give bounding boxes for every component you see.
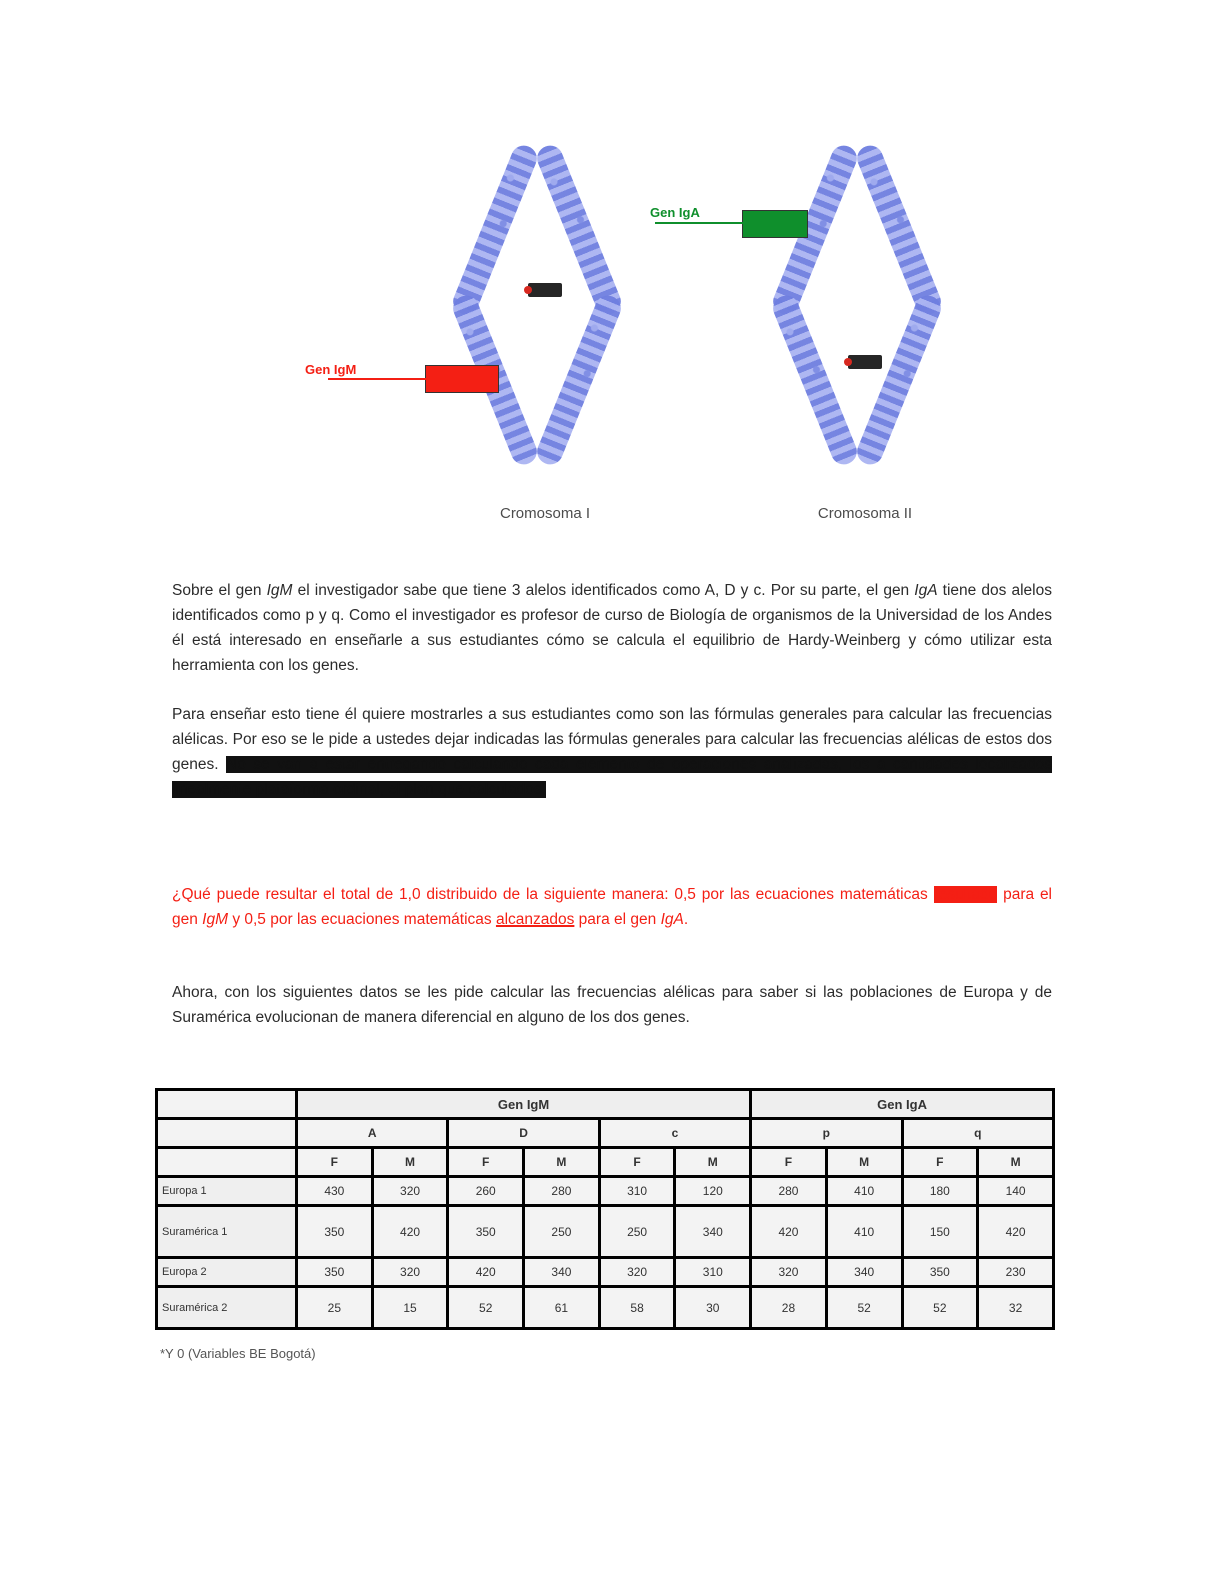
sex-header: M — [372, 1148, 448, 1177]
table-cell: 180 — [902, 1177, 978, 1206]
allele-header-a: A — [297, 1119, 448, 1148]
table-row — [157, 1258, 1054, 1287]
table-row — [157, 1287, 1054, 1329]
sex-header: F — [902, 1148, 978, 1177]
sex-header: F — [751, 1148, 827, 1177]
allele-frequency-table — [155, 1088, 1055, 1330]
table-cell: 320 — [751, 1258, 827, 1287]
chromosome-arm — [533, 292, 625, 469]
table-cell: 28 — [751, 1287, 827, 1329]
table-cell: 52 — [448, 1287, 524, 1329]
gene-name-italic: IgM — [202, 911, 229, 929]
table-cell: 250 — [524, 1206, 600, 1258]
p3-struck-word: resultado — [933, 886, 998, 903]
sex-header: M — [978, 1148, 1054, 1177]
chromosome-figure — [150, 120, 1080, 550]
p3-segment-4: para el gen — [574, 911, 661, 929]
row-label: Europa 1 — [157, 1177, 297, 1206]
redacted-text: No se van a estar entregando calculando cada elemento de operaciones analizadas, los a cantidades localizados linealmente plataforma ordinal, el plan que calculados. — [172, 756, 1052, 799]
table-cell: 52 — [902, 1287, 978, 1329]
allele-header-c: c — [599, 1119, 750, 1148]
table-cell: 310 — [599, 1177, 675, 1206]
table-cell: 320 — [599, 1258, 675, 1287]
gene-name-italic: IgA — [660, 911, 684, 929]
table-cell: 25 — [297, 1287, 373, 1329]
gene-label-iga: Gen IgA — [650, 205, 700, 220]
allele-header-p: p — [751, 1119, 902, 1148]
table-row-allele-headers — [157, 1119, 1054, 1148]
p3-underlined-word: alcanzados — [495, 911, 575, 929]
table-cell: 350 — [448, 1206, 524, 1258]
table-cell: 58 — [599, 1287, 675, 1329]
table-cell: 430 — [297, 1177, 373, 1206]
allele-header-d: D — [448, 1119, 599, 1148]
table-cell: 120 — [675, 1177, 751, 1206]
p1-segment-1: Sobre el gen — [172, 582, 267, 599]
row-label: Suramérica 2 — [157, 1287, 297, 1329]
sex-header: M — [675, 1148, 751, 1177]
table-cell: 320 — [372, 1258, 448, 1287]
leader-line-iga — [655, 222, 750, 224]
table-row-sex-headers — [157, 1148, 1054, 1177]
table-cell: 340 — [826, 1258, 902, 1287]
paragraph-2 — [172, 702, 1052, 802]
p3-segment-2: para el gen — [172, 886, 1053, 929]
chromosome-1-caption: Cromosoma I — [499, 505, 591, 522]
table-cell: 420 — [978, 1206, 1054, 1258]
chromosome-1-graphic — [430, 140, 660, 480]
chromosome-arm — [853, 292, 945, 469]
chromosome-arm — [769, 292, 861, 469]
centromere-marker-dot — [844, 358, 852, 366]
table-row — [157, 1177, 1054, 1206]
table-cell: 410 — [826, 1177, 902, 1206]
table-cell: 230 — [978, 1258, 1054, 1287]
sex-header: M — [826, 1148, 902, 1177]
gene-header-igm: Gen IgM — [297, 1090, 751, 1119]
table-cell: 350 — [297, 1206, 373, 1258]
gene-locus-band-iga — [742, 210, 808, 238]
gene-header-iga: Gen IgA — [751, 1090, 1054, 1119]
chromosome-arm — [853, 142, 945, 319]
table-cell: 310 — [675, 1258, 751, 1287]
centromere-marker-dot — [524, 286, 532, 294]
table-row — [157, 1206, 1054, 1258]
table-cell: 420 — [751, 1206, 827, 1258]
table-cell: 420 — [372, 1206, 448, 1258]
leader-line-igm — [328, 378, 438, 380]
table-corner-cell — [157, 1148, 297, 1177]
table-cell: 61 — [524, 1287, 600, 1329]
centromere — [848, 355, 882, 369]
table-cell: 420 — [448, 1258, 524, 1287]
sex-header: M — [524, 1148, 600, 1177]
table-cell: 340 — [524, 1258, 600, 1287]
table-cell: 30 — [675, 1287, 751, 1329]
chromosome-2-caption: Cromosoma II — [817, 505, 913, 522]
p3-segment-5: . — [683, 911, 689, 929]
sex-header: F — [297, 1148, 373, 1177]
p3-segment-1: ¿Qué puede resultar el total de 1,0 distribuido de la siguiente manera: 0,5 por las ecuaciones matemáticas — [172, 886, 934, 903]
table-cell: 140 — [978, 1177, 1054, 1206]
chromosome-2-graphic — [750, 140, 980, 480]
table-cell: 320 — [372, 1177, 448, 1206]
paragraph-4: Ahora, con los siguientes datos se les pide calcular las frecuencias alélicas para saber si las poblaciones de Europa y de Suramérica evolucionan de manera diferencial en alguno de los dos genes. — [172, 984, 1052, 1027]
table-cell: 410 — [826, 1206, 902, 1258]
gene-name-italic: IgA — [914, 582, 938, 599]
table-row-gene-headers — [157, 1090, 1054, 1119]
paragraph-1 — [172, 578, 1052, 678]
centromere — [528, 283, 562, 297]
table-cell: 280 — [751, 1177, 827, 1206]
sex-header: F — [599, 1148, 675, 1177]
row-label: Suramérica 1 — [157, 1206, 297, 1258]
row-label: Europa 2 — [157, 1258, 297, 1287]
table-corner-cell — [157, 1119, 297, 1148]
table-cell: 260 — [448, 1177, 524, 1206]
allele-frequency-table-wrapper — [155, 1088, 1055, 1330]
table-footnote: *Y 0 (Variables BE Bogotá) — [160, 1346, 316, 1361]
p2-text: Para enseñar esto tiene él quiere mostrarles a sus estudiantes como son las fórmulas generales para calcular las frecuencias alélicas. Por eso se le pide a ustedes dejar indicadas las fórmulas generales para calcular las frecuencias alélicas de estos dos genes. — [172, 706, 1052, 774]
table-cell: 350 — [297, 1258, 373, 1287]
table-corner-cell — [157, 1090, 297, 1119]
p1-segment-3: tiene dos alelos identificados como p y q. Como el investigador es profesor de curso de Biología de organismos de la Universidad de los Andes él está interesado en enseñarle a sus estudiantes cómo se calcula el equilibrio de Hardy-Weinberg y cómo utilizar esta herramienta con los genes. — [172, 582, 1052, 675]
table-cell: 32 — [978, 1287, 1054, 1329]
table-cell: 15 — [372, 1287, 448, 1329]
table-cell: 150 — [902, 1206, 978, 1258]
table-cell: 52 — [826, 1287, 902, 1329]
sex-header: F — [448, 1148, 524, 1177]
p1-segment-2: el investigador sabe que tiene 3 alelos identificados como A, D y c. Por su parte, el gen — [292, 582, 915, 599]
gene-label-igm: Gen IgM — [305, 362, 357, 377]
table-cell: 280 — [524, 1177, 600, 1206]
allele-header-q: q — [902, 1119, 1054, 1148]
table-cell: 250 — [599, 1206, 675, 1258]
gene-name-italic: IgM — [266, 582, 293, 599]
table-cell: 340 — [675, 1206, 751, 1258]
p3-segment-3: y 0,5 por las ecuaciones matemáticas — [228, 911, 496, 929]
table-cell: 350 — [902, 1258, 978, 1287]
paragraph-3-red-edits — [172, 882, 1052, 932]
